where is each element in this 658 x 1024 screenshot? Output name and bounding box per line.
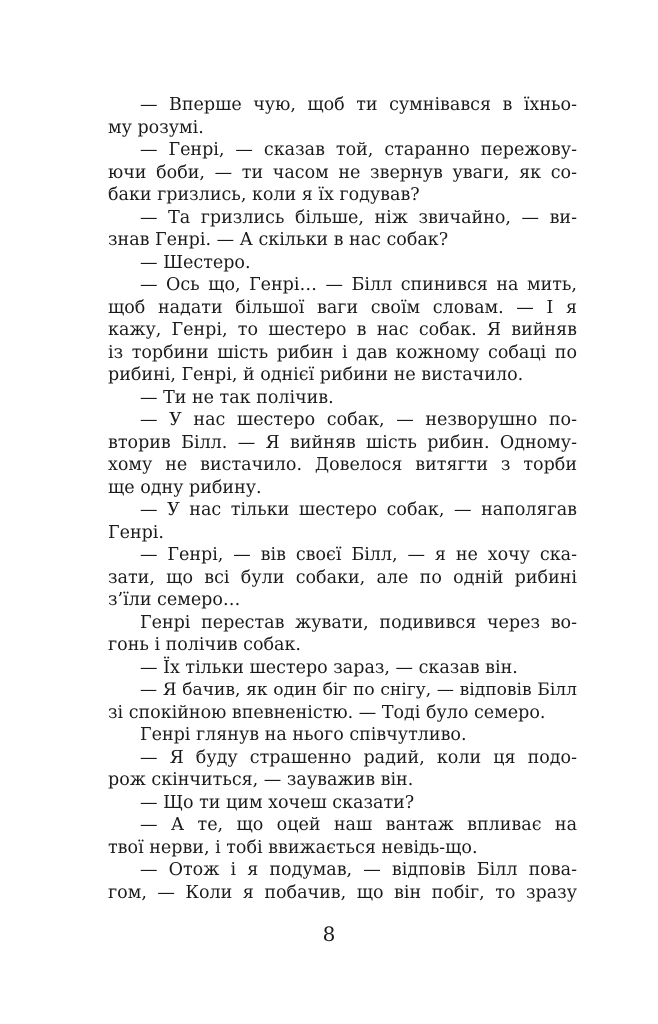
text-line: знав Генрі. — А скільки в нас собак? <box>108 230 449 250</box>
text-line: гонь і полічив собак. <box>108 635 301 655</box>
text-line: рож скінчиться, — зауважив він. <box>108 770 414 790</box>
text-line: твої нерви, і тобі ввижається невідь-що. <box>108 837 478 858</box>
text-line: із торбини шість рибин і дав кожному собаці по <box>108 342 577 363</box>
text-line: баки гризлись, коли я їх годував? <box>108 185 420 205</box>
text-line: Генрі глянув на нього співчутливо. <box>140 725 467 745</box>
text-line: — Ти не так полічив. <box>140 387 334 408</box>
text-line: ще одну рибину. <box>108 477 262 498</box>
text-line: — У нас шестеро собак, — незворушно по- <box>140 410 577 430</box>
text-line: зі спокійною впевненістю. — Тоді було семеро. <box>108 702 546 723</box>
text-line: — Отож і я подумав, — відповів Білл пова- <box>140 860 577 880</box>
text-line: — Я бачив, як один біг по снігу, — відповів Білл <box>140 680 577 700</box>
text-line: рибині, Генрі, й однієї рибини не вистачило. <box>108 365 524 385</box>
text-line: — Шестеро. <box>140 252 251 273</box>
text-line: — У нас тільки шестеро собак, — наполягав <box>140 500 577 520</box>
text-line: — Що ти цим хочеш сказати? <box>140 792 415 813</box>
text-line: гом, — Коли я побачив, що він побіг, то зразу <box>108 882 577 903</box>
text-line: — Та гризлись більше, ніж звичайно, — ви- <box>140 207 577 228</box>
text-line: — Їх тільки шестеро зараз, — сказав він. <box>140 657 518 678</box>
text-line: — Генрі, — вів своєї Білл, — я не хочу ска- <box>140 545 577 565</box>
text-line: му розумі. <box>108 117 204 138</box>
page-number: 8 <box>322 922 336 946</box>
text-line: — Генрі, — сказав той, старанно пережову- <box>140 140 577 160</box>
text-line: — Ось що, Генрі… — Білл спинився на мить, <box>140 275 577 295</box>
text-line: — Я буду страшенно радий, коли ця подо- <box>140 747 577 768</box>
text-line: ючи боби, — ти часом не звернув уваги, як со- <box>108 162 577 183</box>
text-line: з’їли семеро… <box>108 590 241 610</box>
text-line: щоб надати більшої ваги своїм словам. — І я <box>108 297 577 318</box>
text-line: кажу, Генрі, то шестеро в нас собак. Я вийняв <box>108 320 577 340</box>
text-line: Генрі перестав жувати, подивився через во- <box>140 612 577 633</box>
text-line: хому не вистачило. Довелося витягти з торби <box>108 455 577 475</box>
text-line: вторив Білл. — Я вийняв шість рибин. Одному- <box>108 432 577 453</box>
text-line: — Вперше чую, щоб ти сумнівався в їхньо- <box>140 95 577 115</box>
text-line: зати, що всі були собаки, але по одній рибині <box>108 567 577 588</box>
body-text <box>108 94 577 904</box>
text-line: Генрі. <box>108 522 164 543</box>
text-line: — А те, що оцей наш вантаж впливає на <box>140 815 577 835</box>
